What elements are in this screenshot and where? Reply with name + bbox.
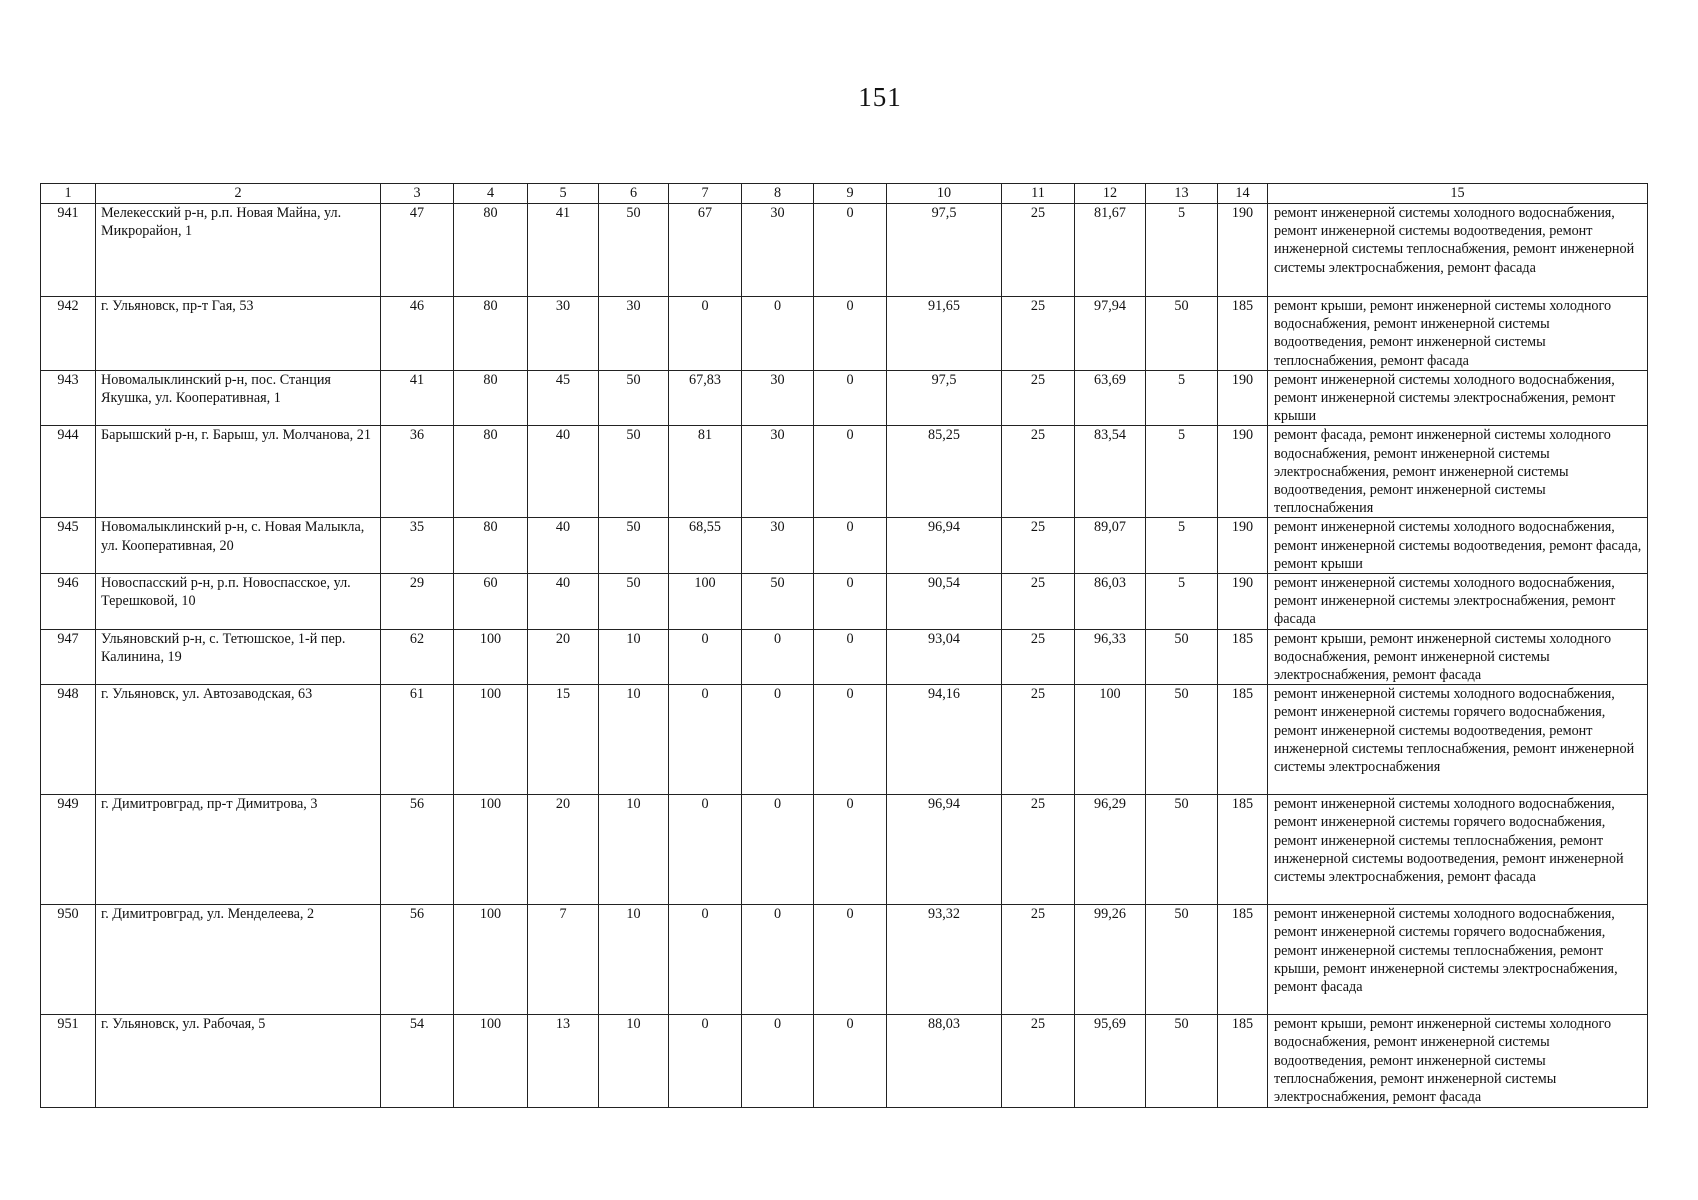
value-col-11: 25 [1002,574,1075,630]
value-col-9: 0 [814,685,887,795]
column-header-10: 10 [887,184,1002,204]
value-col-11: 25 [1002,426,1075,518]
value-col-14: 190 [1218,574,1268,630]
address-cell: Новомалыклинский р-н, с. Новая Малыкла, ул. Кооперативная, 20 [96,518,381,574]
row-number: 943 [41,370,96,426]
table-row [41,297,1648,371]
value-col-12: 97,94 [1075,297,1146,371]
value-col-13: 50 [1146,297,1218,371]
value-col-4: 100 [454,1015,528,1108]
address-cell: Новомалыклинский р-н, пос. Станция Якушка, ул. Кооперативная, 1 [96,370,381,426]
value-col-5: 40 [528,426,599,518]
value-col-13: 50 [1146,685,1218,795]
value-col-11: 25 [1002,1015,1075,1108]
value-col-11: 25 [1002,905,1075,1015]
row-number: 942 [41,297,96,371]
works-cell: ремонт инженерной системы холодного водоснабжения, ремонт инженерной системы электроснабжения, ремонт крыши [1268,370,1648,426]
value-col-7: 68,55 [669,518,742,574]
works-cell: ремонт инженерной системы холодного водоснабжения, ремонт инженерной системы водоотведения, ремонт инженерной системы теплоснабжения, ремонт инженерной системы электроснабжения, ремонт фасада [1268,204,1648,297]
value-col-4: 80 [454,204,528,297]
table-row [41,795,1648,905]
value-col-13: 5 [1146,204,1218,297]
value-col-9: 0 [814,370,887,426]
value-col-5: 7 [528,905,599,1015]
value-col-10: 93,32 [887,905,1002,1015]
value-col-8: 30 [742,370,814,426]
column-header-11: 11 [1002,184,1075,204]
value-col-12: 95,69 [1075,1015,1146,1108]
value-col-5: 40 [528,518,599,574]
row-number: 941 [41,204,96,297]
value-col-12: 99,26 [1075,905,1146,1015]
value-col-5: 30 [528,297,599,371]
address-cell: г. Ульяновск, ул. Рабочая, 5 [96,1015,381,1108]
value-col-3: 47 [381,204,454,297]
column-header-3: 3 [381,184,454,204]
value-col-14: 185 [1218,905,1268,1015]
value-col-9: 0 [814,795,887,905]
value-col-3: 56 [381,795,454,905]
value-col-10: 94,16 [887,685,1002,795]
value-col-12: 96,33 [1075,629,1146,685]
column-header-8: 8 [742,184,814,204]
value-col-14: 190 [1218,204,1268,297]
value-col-5: 20 [528,795,599,905]
row-number: 950 [41,905,96,1015]
row-number: 947 [41,629,96,685]
value-col-4: 80 [454,370,528,426]
table-row [41,204,1648,297]
value-col-12: 100 [1075,685,1146,795]
value-col-14: 185 [1218,297,1268,371]
value-col-13: 5 [1146,518,1218,574]
value-col-4: 80 [454,518,528,574]
works-cell: ремонт крыши, ремонт инженерной системы холодного водоснабжения, ремонт инженерной системы водоотведения, ремонт инженерной системы теплоснабжения, ремонт фасада [1268,297,1648,371]
value-col-10: 88,03 [887,1015,1002,1108]
works-cell: ремонт крыши, ремонт инженерной системы холодного водоснабжения, ремонт инженерной системы электроснабжения, ремонт фасада [1268,629,1648,685]
value-col-8: 0 [742,795,814,905]
value-col-6: 30 [599,297,669,371]
table-body [41,204,1648,1108]
value-col-6: 10 [599,905,669,1015]
value-col-4: 80 [454,297,528,371]
column-header-12: 12 [1075,184,1146,204]
value-col-11: 25 [1002,795,1075,905]
value-col-13: 50 [1146,1015,1218,1108]
value-col-9: 0 [814,1015,887,1108]
value-col-7: 81 [669,426,742,518]
value-col-12: 89,07 [1075,518,1146,574]
value-col-3: 61 [381,685,454,795]
value-col-12: 96,29 [1075,795,1146,905]
value-col-7: 0 [669,795,742,905]
value-col-3: 62 [381,629,454,685]
row-number: 948 [41,685,96,795]
works-cell: ремонт инженерной системы холодного водоснабжения, ремонт инженерной системы водоотведения, ремонт фасада, ремонт крыши [1268,518,1648,574]
value-col-6: 10 [599,629,669,685]
column-header-6: 6 [599,184,669,204]
value-col-11: 25 [1002,685,1075,795]
table-header [41,184,1648,204]
value-col-8: 0 [742,1015,814,1108]
value-col-9: 0 [814,629,887,685]
value-col-6: 50 [599,574,669,630]
value-col-11: 25 [1002,297,1075,371]
value-col-4: 100 [454,629,528,685]
value-col-6: 50 [599,426,669,518]
table-row [41,426,1648,518]
works-cell: ремонт инженерной системы холодного водоснабжения, ремонт инженерной системы горячего водоснабжения, ремонт инженерной системы водоотведения, ремонт инженерной системы теплоснабжения, ремонт инженерной системы электроснабжения [1268,685,1648,795]
column-header-13: 13 [1146,184,1218,204]
value-col-7: 0 [669,905,742,1015]
column-header-2: 2 [96,184,381,204]
value-col-7: 67 [669,204,742,297]
value-col-6: 50 [599,518,669,574]
value-col-3: 29 [381,574,454,630]
column-header-9: 9 [814,184,887,204]
value-col-4: 80 [454,426,528,518]
address-cell: Ульяновский р-н, с. Тетюшское, 1-й пер. Калинина, 19 [96,629,381,685]
value-col-7: 67,83 [669,370,742,426]
value-col-12: 81,67 [1075,204,1146,297]
value-col-4: 100 [454,685,528,795]
value-col-8: 0 [742,685,814,795]
value-col-13: 50 [1146,629,1218,685]
address-cell: г. Ульяновск, ул. Автозаводская, 63 [96,685,381,795]
column-header-1: 1 [41,184,96,204]
value-col-3: 54 [381,1015,454,1108]
works-cell: ремонт фасада, ремонт инженерной системы холодного водоснабжения, ремонт инженерной системы электроснабжения, ремонт инженерной системы водоотведения, ремонт инженерной системы теплоснабжения [1268,426,1648,518]
works-cell: ремонт инженерной системы холодного водоснабжения, ремонт инженерной системы горячего водоснабжения, ремонт инженерной системы теплоснабжения, ремонт крыши, ремонт инженерной системы электроснабжения, ремонт фасада [1268,905,1648,1015]
value-col-9: 0 [814,574,887,630]
table-row [41,629,1648,685]
value-col-3: 41 [381,370,454,426]
column-header-7: 7 [669,184,742,204]
value-col-14: 185 [1218,795,1268,905]
row-number: 951 [41,1015,96,1108]
address-cell: г. Димитровград, ул. Менделеева, 2 [96,905,381,1015]
works-cell: ремонт инженерной системы холодного водоснабжения, ремонт инженерной системы горячего водоснабжения, ремонт инженерной системы теплоснабжения, ремонт инженерной системы водоотведения, ремонт инженерной системы электроснабжения, ремонт фасада [1268,795,1648,905]
value-col-8: 30 [742,426,814,518]
value-col-13: 5 [1146,426,1218,518]
address-cell: Барышский р-н, г. Барыш, ул. Молчанова, 21 [96,426,381,518]
column-header-5: 5 [528,184,599,204]
header-row [41,184,1648,204]
value-col-6: 50 [599,370,669,426]
value-col-14: 190 [1218,426,1268,518]
row-number: 945 [41,518,96,574]
value-col-7: 100 [669,574,742,630]
value-col-14: 190 [1218,518,1268,574]
value-col-13: 5 [1146,574,1218,630]
value-col-6: 50 [599,204,669,297]
value-col-9: 0 [814,297,887,371]
table-row [41,685,1648,795]
value-col-5: 13 [528,1015,599,1108]
value-col-8: 30 [742,518,814,574]
value-col-13: 50 [1146,905,1218,1015]
value-col-9: 0 [814,426,887,518]
value-col-4: 100 [454,795,528,905]
table-row [41,905,1648,1015]
value-col-11: 25 [1002,204,1075,297]
row-number: 946 [41,574,96,630]
value-col-5: 20 [528,629,599,685]
value-col-3: 36 [381,426,454,518]
works-cell: ремонт крыши, ремонт инженерной системы холодного водоснабжения, ремонт инженерной системы водоотведения, ремонт инженерной системы теплоснабжения, ремонт инженерной системы электроснабжения, ремонт фасада [1268,1015,1648,1108]
value-col-10: 97,5 [887,204,1002,297]
value-col-4: 60 [454,574,528,630]
value-col-8: 0 [742,629,814,685]
value-col-14: 185 [1218,629,1268,685]
value-col-10: 93,04 [887,629,1002,685]
value-col-7: 0 [669,629,742,685]
value-col-10: 96,94 [887,518,1002,574]
value-col-11: 25 [1002,370,1075,426]
page-number: 151 [858,82,902,112]
address-cell: Мелекесский р-н, р.п. Новая Майна, ул. Микрорайон, 1 [96,204,381,297]
value-col-14: 185 [1218,1015,1268,1108]
value-col-10: 90,54 [887,574,1002,630]
value-col-13: 5 [1146,370,1218,426]
value-col-12: 86,03 [1075,574,1146,630]
value-col-9: 0 [814,905,887,1015]
value-col-10: 96,94 [887,795,1002,905]
value-col-13: 50 [1146,795,1218,905]
value-col-5: 40 [528,574,599,630]
column-header-14: 14 [1218,184,1268,204]
value-col-10: 97,5 [887,370,1002,426]
value-col-8: 0 [742,297,814,371]
value-col-9: 0 [814,204,887,297]
table-row [41,370,1648,426]
value-col-14: 185 [1218,685,1268,795]
table-row [41,518,1648,574]
value-col-12: 83,54 [1075,426,1146,518]
value-col-6: 10 [599,795,669,905]
value-col-14: 190 [1218,370,1268,426]
value-col-8: 30 [742,204,814,297]
row-number: 944 [41,426,96,518]
value-col-6: 10 [599,685,669,795]
value-col-11: 25 [1002,629,1075,685]
repair-registry-table [40,183,1648,1108]
value-col-5: 45 [528,370,599,426]
column-header-4: 4 [454,184,528,204]
value-col-3: 56 [381,905,454,1015]
value-col-10: 91,65 [887,297,1002,371]
address-cell: г. Ульяновск, пр-т Гая, 53 [96,297,381,371]
works-cell: ремонт инженерной системы холодного водоснабжения, ремонт инженерной системы электроснабжения, ремонт фасада [1268,574,1648,630]
value-col-7: 0 [669,297,742,371]
value-col-7: 0 [669,1015,742,1108]
value-col-5: 41 [528,204,599,297]
value-col-9: 0 [814,518,887,574]
value-col-11: 25 [1002,518,1075,574]
value-col-7: 0 [669,685,742,795]
value-col-8: 0 [742,905,814,1015]
value-col-5: 15 [528,685,599,795]
row-number: 949 [41,795,96,905]
value-col-10: 85,25 [887,426,1002,518]
value-col-12: 63,69 [1075,370,1146,426]
table-row [41,1015,1648,1108]
value-col-3: 35 [381,518,454,574]
value-col-3: 46 [381,297,454,371]
value-col-4: 100 [454,905,528,1015]
value-col-8: 50 [742,574,814,630]
column-header-15: 15 [1268,184,1648,204]
value-col-6: 10 [599,1015,669,1108]
address-cell: г. Димитровград, пр-т Димитрова, 3 [96,795,381,905]
table-row [41,574,1648,630]
address-cell: Новоспасский р-н, р.п. Новоспасское, ул. Терешковой, 10 [96,574,381,630]
